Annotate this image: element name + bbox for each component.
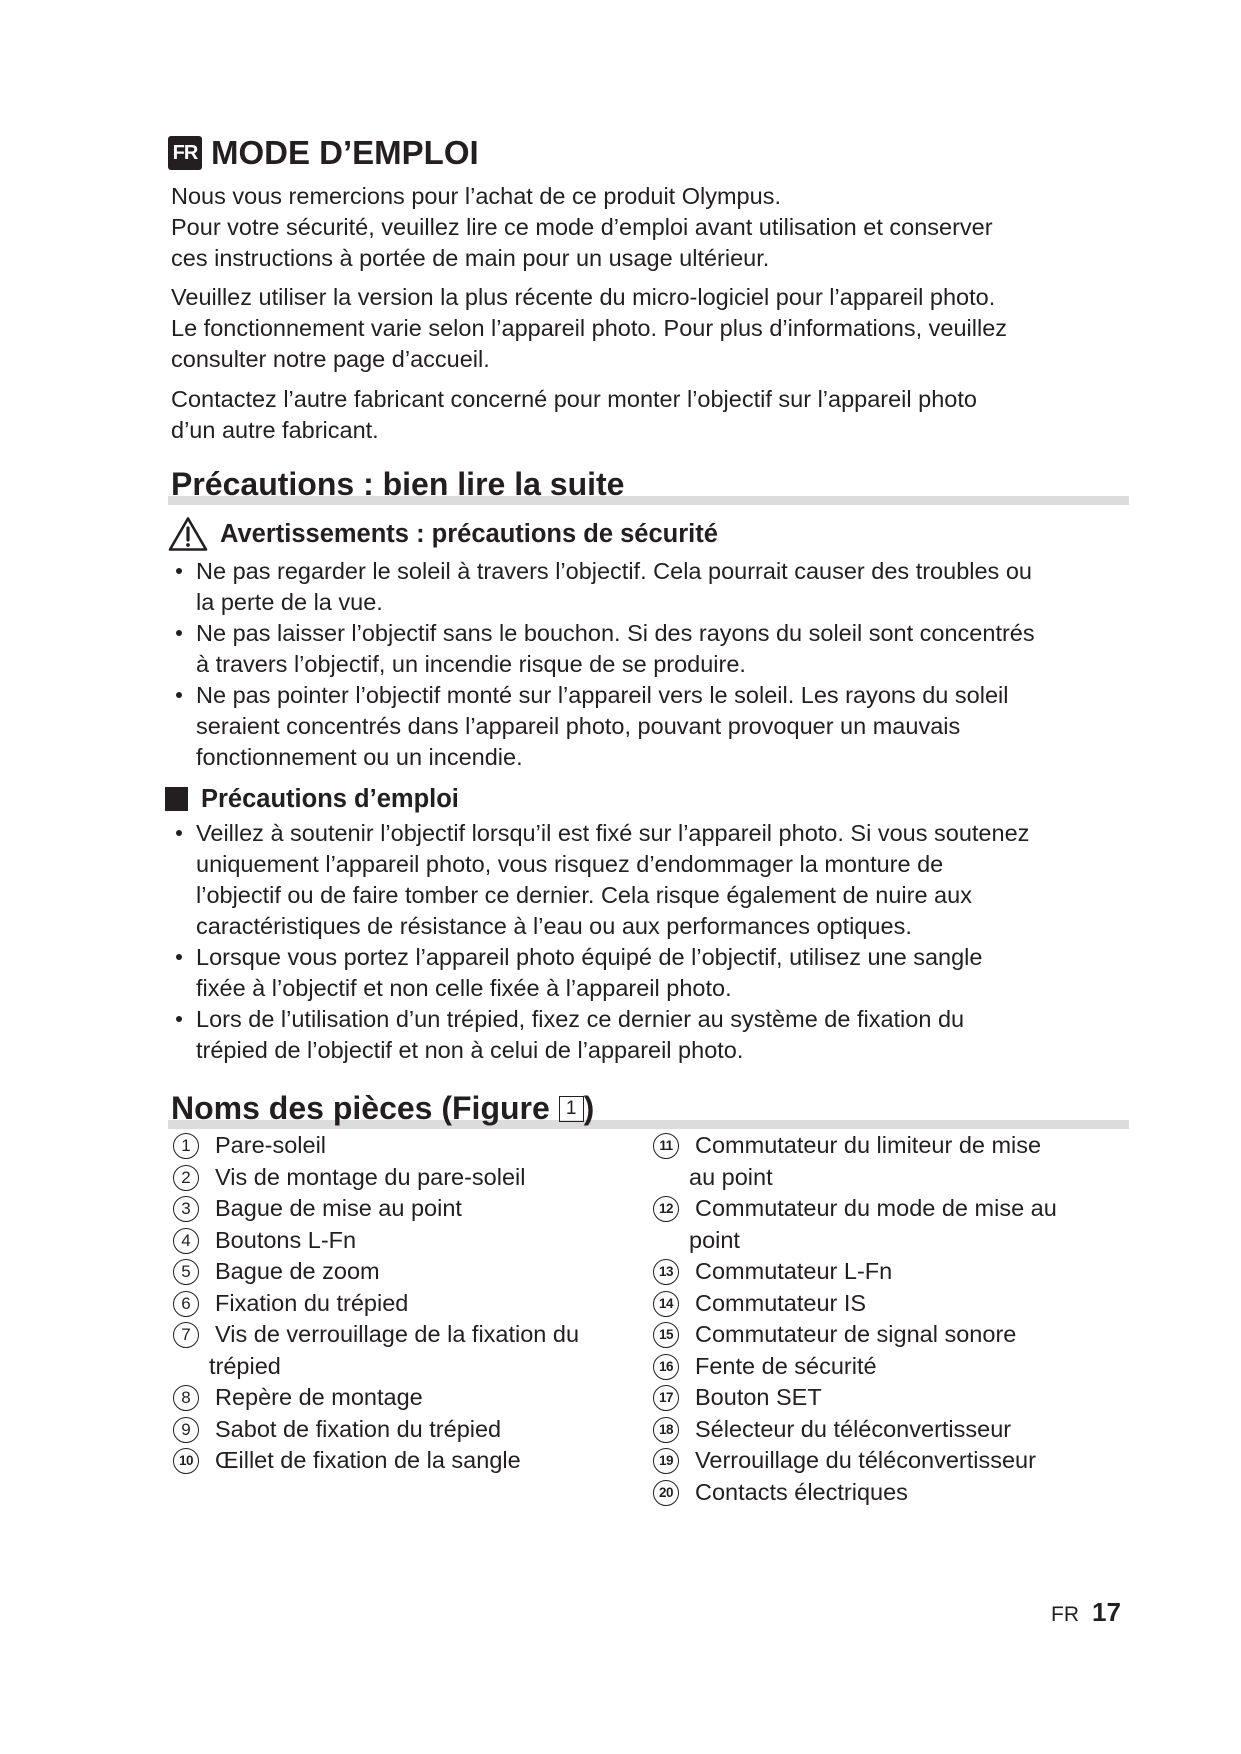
text-line: Ne pas laisser l’objectif sans le bouchon. Si des rayons du soleil sont concentrés: [196, 619, 1035, 646]
part-label: Commutateur L-Fn: [695, 1258, 893, 1285]
part-number-badge: 10: [173, 1448, 199, 1474]
footer-language: FR: [1051, 1603, 1079, 1626]
part-number-badge: 17: [653, 1385, 679, 1411]
part-label: Vis de verrouillage de la fixation du: [215, 1321, 580, 1348]
part-item: [173, 1445, 653, 1477]
bullet-icon: [176, 630, 182, 636]
list-item: [168, 618, 1133, 680]
intro-paragraph: [171, 282, 1133, 375]
part-number-badge: 20: [653, 1480, 679, 1506]
part-number-badge: 4: [173, 1228, 199, 1254]
intro-paragraph: [171, 384, 1133, 446]
part-label: trépied: [209, 1352, 281, 1379]
part-number-badge: 15: [653, 1322, 679, 1348]
part-label: Commutateur IS: [695, 1289, 867, 1316]
text-line: Ne pas regarder le soleil à travers l’objectif. Cela pourrait causer des troubles ou: [196, 557, 1032, 584]
part-number-badge: 7: [173, 1322, 199, 1348]
list-item: [168, 1004, 1133, 1066]
part-item: [653, 1382, 1123, 1414]
part-number-badge: 14: [653, 1291, 679, 1317]
part-item: [653, 1288, 1123, 1320]
part-label: Contacts électriques: [695, 1478, 908, 1505]
part-number-badge: 5: [173, 1259, 199, 1285]
part-item: [653, 1256, 1123, 1288]
part-label: au point: [689, 1163, 773, 1190]
intro: [168, 181, 1133, 446]
part-item: [173, 1319, 653, 1382]
part-item: [653, 1193, 1123, 1256]
part-item: [653, 1319, 1123, 1351]
part-number-badge: 3: [173, 1196, 199, 1222]
part-item: [653, 1477, 1123, 1509]
parts-column-left: [173, 1130, 653, 1508]
parts-column-right: [653, 1130, 1123, 1508]
parts-title-suffix: ): [583, 1090, 595, 1126]
text-line: Lors de l’utilisation d’un trépied, fixez ce dernier au système de fixation du: [196, 1005, 965, 1032]
list-item: [168, 818, 1133, 942]
part-item: [173, 1382, 653, 1414]
bullet-icon: [176, 568, 182, 574]
parts-title-prefix: Noms des pièces (Figure: [171, 1090, 559, 1126]
text-line: Nous vous remercions pour l’achat de ce produit Olympus.: [171, 182, 781, 209]
part-label: Fixation du trépied: [215, 1289, 409, 1316]
part-item: [173, 1225, 653, 1257]
part-label: Bague de mise au point: [215, 1195, 462, 1222]
list-item: [168, 942, 1133, 1004]
part-label: Bague de zoom: [215, 1258, 380, 1285]
language-badge: FR: [168, 136, 202, 170]
text-line: Ne pas pointer l’objectif monté sur l’appareil vers le soleil. Les rayons du soleil: [196, 681, 1009, 708]
text-line: Lorsque vous portez l’appareil photo équipé de l’objectif, utilisez une sangle: [196, 943, 983, 970]
part-item: [653, 1445, 1123, 1477]
page-number: 17: [1092, 1597, 1121, 1627]
usage-heading: [168, 782, 1133, 816]
text-line: à travers l’objectif, un incendie risque de se produire.: [196, 650, 746, 677]
part-number-badge: 1: [173, 1133, 199, 1159]
part-label: Pare-soleil: [215, 1132, 327, 1159]
text-line: Contactez l’autre fabricant concerné pour monter l’objectif sur l’appareil photo: [171, 385, 977, 412]
part-item: [173, 1193, 653, 1225]
part-item: [173, 1256, 653, 1288]
part-number-badge: 19: [653, 1448, 679, 1474]
bullet-icon: [176, 954, 182, 960]
part-label: Bouton SET: [695, 1384, 822, 1411]
part-item: [653, 1351, 1123, 1383]
page-header: [168, 131, 1133, 175]
part-number-badge: 2: [173, 1165, 199, 1191]
part-number-badge: 11: [653, 1133, 679, 1159]
section-title-parts: [168, 1090, 1133, 1126]
text-line: consulter notre page d’accueil.: [171, 346, 490, 372]
page-footer: [1051, 1598, 1121, 1629]
text-line: Le fonctionnement varie selon l’appareil photo. Pour plus d’informations, veuillez: [171, 315, 1008, 341]
text-line: ces instructions à portée de main pour un usage ultérieur.: [171, 244, 770, 271]
part-number-badge: 13: [653, 1259, 679, 1285]
section-heading-precautions: [168, 466, 1133, 505]
figure-number-box: 1: [559, 1096, 584, 1122]
warnings-list: [168, 556, 1133, 773]
part-number-badge: 12: [653, 1196, 679, 1222]
text-line: Veuillez utiliser la version la plus récente du micro-logiciel pour l’appareil photo.: [171, 284, 996, 310]
bullet-icon: [176, 830, 182, 836]
text-line: la perte de la vue.: [196, 588, 383, 615]
part-label: Fente de sécurité: [695, 1352, 877, 1379]
bullet-icon: [176, 1016, 182, 1022]
warning-triangle-icon: [168, 516, 208, 552]
part-label: Commutateur de signal sonore: [695, 1321, 1017, 1348]
text-line: Pour votre sécurité, veuillez lire ce mode d’emploi avant utilisation et conserver: [171, 213, 993, 240]
bullet-icon: [176, 692, 182, 698]
part-number-badge: 18: [653, 1417, 679, 1443]
text-line: trépied de l’objectif et non à celui de l’appareil photo.: [196, 1036, 744, 1063]
text-line: caractéristiques de résistance à l’eau ou aux performances optiques.: [196, 912, 912, 939]
part-number-badge: 8: [173, 1385, 199, 1411]
usage-title: Précautions d’emploi: [201, 785, 459, 813]
part-label: Boutons L-Fn: [215, 1226, 357, 1253]
page-content: [168, 0, 1133, 1508]
part-label: Œillet de fixation de la sangle: [215, 1447, 521, 1474]
text-line: Veillez à soutenir l’objectif lorsqu’il est fixé sur l’appareil photo. Si vous soutenez: [196, 819, 1030, 846]
part-label: Commutateur du limiteur de mise: [695, 1132, 1042, 1159]
part-item: [653, 1130, 1123, 1193]
part-number-badge: 6: [173, 1291, 199, 1317]
section-title: Précautions : bien lire la suite: [171, 466, 625, 502]
part-item: [173, 1288, 653, 1320]
text-line: uniquement l’appareil photo, vous risquez d’endommager la monture de: [196, 850, 944, 877]
list-item: [168, 556, 1133, 618]
part-label: point: [689, 1226, 740, 1253]
part-number-badge: 16: [653, 1354, 679, 1380]
part-number-badge: 9: [173, 1417, 199, 1443]
section-heading-parts: [168, 1090, 1133, 1129]
part-item: [653, 1414, 1123, 1446]
list-item: [168, 680, 1133, 773]
part-label: Vis de montage du pare-soleil: [215, 1163, 526, 1190]
part-label: Commutateur du mode de mise au: [695, 1195, 1057, 1222]
text-line: fonctionnement ou un incendie.: [196, 743, 523, 770]
text-line: l’objectif ou de faire tomber ce dernier. Cela risque également de nuire aux: [196, 881, 972, 908]
part-label: Verrouillage du téléconvertisseur: [695, 1447, 1036, 1474]
part-label: Sélecteur du téléconvertisseur: [695, 1415, 1012, 1442]
part-label: Sabot de fixation du trépied: [215, 1415, 502, 1442]
intro-paragraph: [171, 181, 1133, 274]
part-item: [173, 1162, 653, 1194]
warnings-heading: [168, 516, 1133, 552]
part-item: [173, 1130, 653, 1162]
text-line: fixée à l’objectif et non celle fixée à l’appareil photo.: [196, 974, 732, 1001]
parts-list: [168, 1130, 1133, 1508]
text-line: seraient concentrés dans l’appareil photo, pouvant provoquer un mauvais: [196, 712, 961, 739]
square-bullet-icon: [165, 787, 188, 811]
usage-list: [168, 818, 1133, 1066]
warnings-title: Avertissements : précautions de sécurité: [220, 520, 718, 548]
part-item: [173, 1414, 653, 1446]
part-label: Repère de montage: [215, 1384, 423, 1411]
page-title: MODE D’EMPLOI: [211, 134, 479, 171]
text-line: d’un autre fabricant.: [171, 416, 379, 443]
